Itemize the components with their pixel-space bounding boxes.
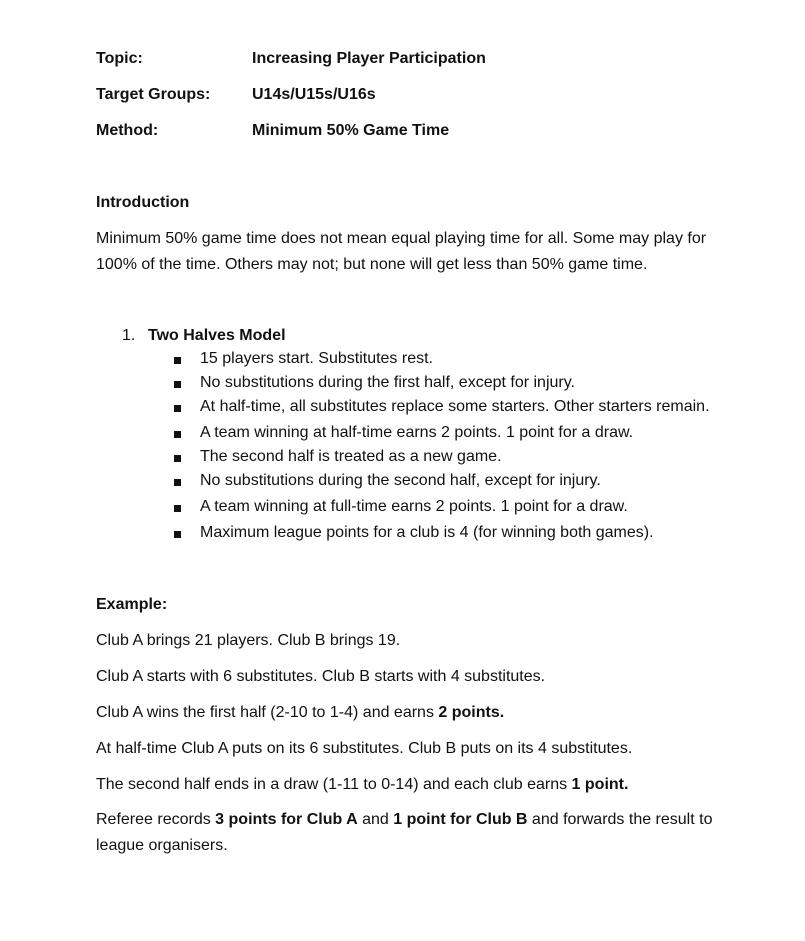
bullet-square-icon (174, 381, 181, 388)
method-label: Method: (96, 122, 159, 139)
introduction-heading: Introduction (96, 194, 190, 211)
list-item-text: The second half is treated as a new game. (200, 448, 502, 465)
example-line-6-text-e: and forwards the result to league organisers. (96, 811, 713, 854)
example-line-4: At half-time Club A puts on its 6 substitutes. Club B puts on its 4 substitutes. (96, 740, 633, 757)
list-item-text: A team winning at half-time earns 2 points. 1 point for a draw. (200, 424, 634, 441)
two-halves-model-title: Two Halves Model (148, 327, 286, 344)
list-item (174, 524, 774, 546)
method-value: Minimum 50% Game Time (252, 122, 450, 139)
list-item-text: 15 players start. Substitutes rest. (200, 350, 433, 367)
club-b-points: 1 point for Club B (393, 811, 528, 828)
example-line-6 (96, 807, 746, 859)
list-item (174, 398, 774, 420)
topic-value: Increasing Player Participation (252, 50, 486, 67)
bullet-square-icon (174, 357, 181, 364)
list-item (174, 350, 774, 372)
list-item-text: A team winning at full-time earns 2 points. 1 point for a draw. (200, 498, 628, 515)
example-heading: Example: (96, 596, 168, 613)
example-line-3 (96, 704, 504, 722)
list-item-text: Maximum league points for a club is 4 (for winning both games). (200, 524, 654, 541)
list-item (174, 448, 774, 470)
topic-label: Topic: (96, 50, 143, 67)
list-number: 1. (122, 327, 136, 344)
example-line-5-text: The second half ends in a draw (1-11 to 0-14) and each club earns (96, 776, 572, 793)
list-item (174, 472, 774, 494)
target-groups-label: Target Groups: (96, 86, 211, 103)
example-line-6-text-a: Referee records (96, 811, 216, 828)
introduction-text: Minimum 50% game time does not mean equal playing time for all. Some may play for 100% of the time. Others may not; but none will get less than 50% game time. (96, 230, 707, 273)
bullet-square-icon (174, 531, 181, 538)
list-item (174, 374, 774, 396)
target-groups-value: U14s/U15s/U16s (252, 86, 376, 103)
example-line-6-text-c: and (357, 811, 394, 828)
bullet-square-icon (174, 431, 181, 438)
club-a-points: 3 points for Club A (215, 811, 358, 828)
example-line-1: Club A brings 21 players. Club B brings 19. (96, 632, 401, 649)
example-line-5 (96, 776, 628, 794)
example-line-2: Club A starts with 6 substitutes. Club B starts with 4 substitutes. (96, 668, 546, 685)
example-line-3-points: 2 points. (438, 704, 505, 721)
bullet-square-icon (174, 405, 181, 412)
bullet-square-icon (174, 505, 181, 512)
list-item (174, 424, 774, 446)
list-item-text: At half-time, all substitutes replace some starters. Other starters remain. (200, 398, 710, 415)
bullet-square-icon (174, 455, 181, 462)
list-item-text: No substitutions during the second half, except for injury. (200, 472, 601, 489)
list-item-text: No substitutions during the first half, except for injury. (200, 374, 575, 391)
example-line-5-points: 1 point. (571, 776, 629, 793)
bullet-square-icon (174, 479, 181, 486)
list-item (174, 498, 774, 520)
example-line-3-text: Club A wins the first half (2-10 to 1-4) and earns (96, 704, 439, 721)
